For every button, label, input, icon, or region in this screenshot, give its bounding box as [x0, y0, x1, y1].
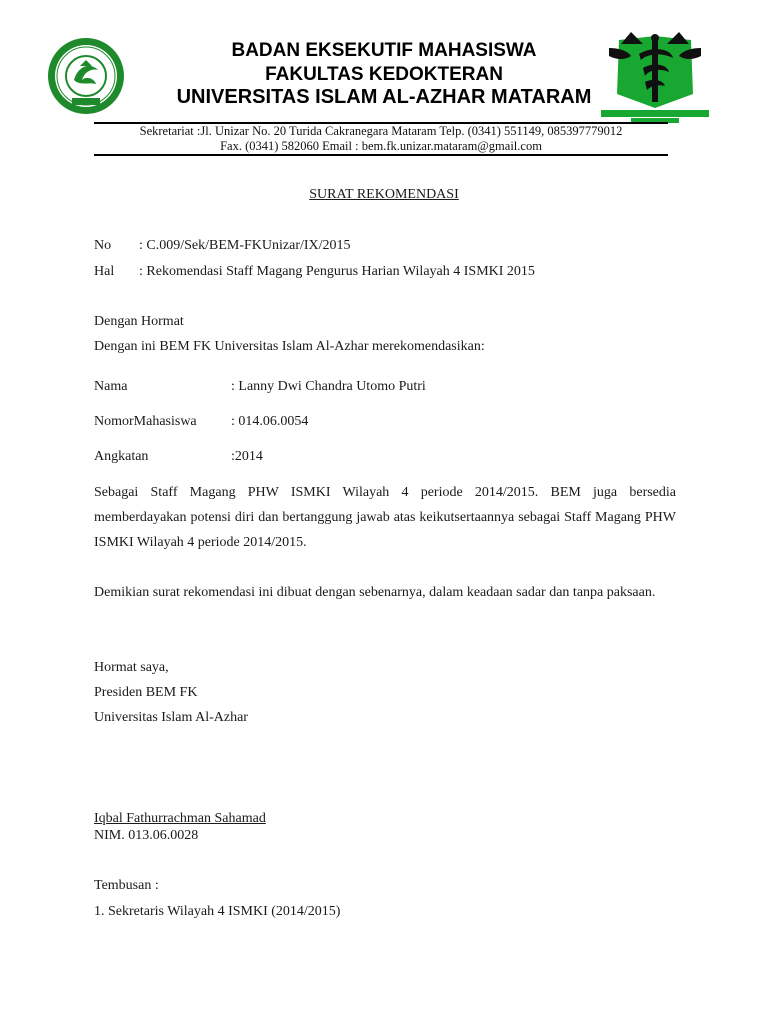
signer-nim: NIM. 013.06.0028	[94, 828, 199, 843]
signer-name: Iqbal Fathurrachman Sahamad	[94, 811, 266, 826]
field-label-nomor: NomorMahasiswa	[94, 414, 197, 429]
org-name-line1: BADAN EKSEKUTIF MAHASISWA	[231, 40, 537, 61]
field-label-angkatan: Angkatan	[94, 449, 149, 464]
field-label-nama: Nama	[94, 379, 128, 394]
body-paragraph-2: Demikian surat rekomendasi ini dibuat dengan sebenarnya, dalam keadaan sadar dan tanpa paksaan.	[94, 585, 656, 600]
body-paragraph-1: Sebagai Staff Magang PHW ISMKI Wilayah 4 periode 2014/2015. BEM juga bersedia memberdayakan potensi diri dan bertanggung jawab atas keikutsertaannya sebagai Staff Magang PHW ISMKI Wilayah 4 periode 2014/2015.	[94, 485, 676, 550]
header-divider-bottom	[94, 154, 668, 156]
org-name-line2: FAKULTAS KEDOKTERAN	[265, 64, 503, 85]
greeting: Dengan Hormat	[94, 314, 184, 329]
org-name-line3: UNIVERSITAS ISLAM AL-AZHAR MATARAM	[176, 86, 592, 108]
no-value: : C.009/Sek/BEM-FKUnizar/IX/2015	[139, 238, 351, 253]
no-label: No	[94, 238, 112, 253]
cc-item: 1. Sekretaris Wilayah 4 ISMKI (2014/2015)	[94, 904, 341, 919]
field-value-angkatan: :2014	[231, 449, 263, 464]
cc-label: Tembusan :	[94, 878, 159, 893]
closing-line2: Presiden BEM FK	[94, 685, 198, 700]
hal-value: : Rekomendasi Staff Magang Pengurus Harian Wilayah 4 ISMKI 2015	[139, 264, 535, 279]
closing-line1: Hormat saya,	[94, 660, 169, 675]
closing-line3: Universitas Islam Al-Azhar	[94, 710, 248, 725]
field-value-nomor: : 014.06.0054	[231, 414, 309, 429]
intro-text: Dengan ini BEM FK Universitas Islam Al-Azhar merekomendasikan:	[94, 339, 485, 354]
hal-label: Hal	[94, 264, 115, 279]
unizar-logo	[38, 36, 134, 116]
address-line2: Fax. (0341) 582060 Email : bem.fk.unizar.mataram@gmail.com	[220, 139, 542, 153]
address-line1: Sekretariat :Jl. Unizar No. 20 Turida Cakranegara Mataram Telp. (0341) 551149, 085397779012	[139, 124, 623, 138]
letter-title: SURAT REKOMENDASI	[309, 187, 459, 202]
field-value-nama: : Lanny Dwi Chandra Utomo Putri	[231, 379, 426, 394]
